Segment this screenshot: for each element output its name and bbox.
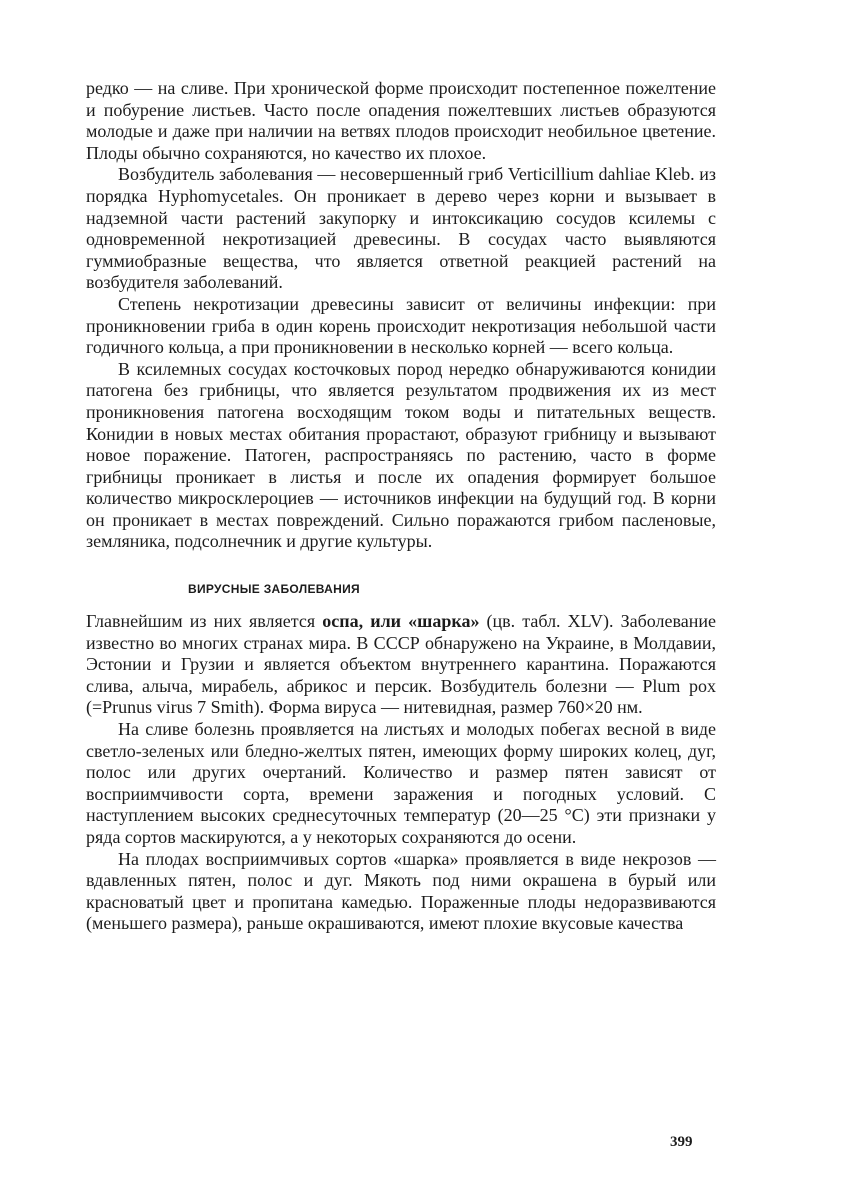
intro-text-before: Главнейшим из них является [86,611,323,632]
paragraph-xylem-conidia: В ксилемных сосудах косточковых пород нередко обнаруживаются конидии патогена без грибницы, что является результатом продвижения их из мест проникновения патогена восходящим током воды и питательных веществ. Конидии в новых местах обитания прорастают, образуют грибницу и вызывают новое поражение. Патоген, распространяясь по растению, часто в форме грибницы проникает в листья и после их опадения формирует большое количество микросклероциев — источников инфекции на будущий год. В корни он проникает в местах повреждений. Сильно поражаются грибом пасленовые, земляника, подсолнечник и другие культуры. [86,358,716,552]
section-heading: ВИРУСНЫЕ ЗАБОЛЕВАНИЯ [188,582,360,597]
paragraph-necrosis-degree: Степень некротизации древесины зависит от величины инфекции: при проникновении гриба в один корень происходит некротизация небольшой части годичного кольца, а при проникновении в несколько корней — всего кольца. [86,293,716,358]
document-page [86,78,716,935]
paragraph-leaf-symptoms: На сливе болезнь проявляется на листьях и молодых побегах весной в виде светло-зеленых или бледно-желтых пятен, имеющих форму широких колец, дуг, полос или других очертаний. Количество и размер пятен зависят от восприимчивости сорта, времени заражения и погодных условий. С наступлением высоких среднесуточных температур (20—25 °С) эти признаки у ряда сортов маскируются, а у некоторых сохраняются до осени. [86,719,716,847]
page-number: 399 [670,1134,693,1150]
paragraph-chronic-form: редко — на сливе. При хронической форме происходит постепенное пожелтение и побурение листьев. Часто после опадения пожелтевших листьев образуются молодые и даже при наличии на ветвях плодов происходит необильное цветение. Плоды обычно сохраняются, но качество их плохое. [86,78,716,163]
paragraph-pathogen: Возбудитель заболевания — несовершенный гриб Verticillium dahliae Kleb. из порядка Hyphomycetales. Он проникает в дерево через корни и вызывает в надземной части растений закупорку и интоксикацию сосудов ксилемы с одновременной некротизацией древесины. В сосудах часто выявляются гуммиобразные вещества, что является ответной реакцией растений на возбудителя заболеваний. [86,164,716,293]
paragraph-fruit-symptoms: На плодах восприимчивых сортов «шарка» проявляется в виде некрозов — вдавленных пятен, полос и дуг. Мякоть под ними окрашена в бурый или красноватый цвет и пропитана камедью. Пораженные плоды недоразвиваются (меньшего размера), раньше окрашиваются, имеют плохие вкусовые качества [86,848,716,934]
intro-text-after: (цв. табл. XLV). Заболевание известно во многих странах мира. В СССР обнаружено на Украине, в Молдавии, Эстонии и Грузии и является объектом внутреннего карантина. Поражаются слива, алыча, мирабель, абрикос и персик. Возбудитель болезни — Plum pox (=Prunus virus 7 Smith). Форма вируса — нитевидная, размер 760×20 нм. [86,611,716,718]
paragraph-sharka-intro [86,611,716,719]
disease-term: оспа, или «шарка» [322,611,480,632]
